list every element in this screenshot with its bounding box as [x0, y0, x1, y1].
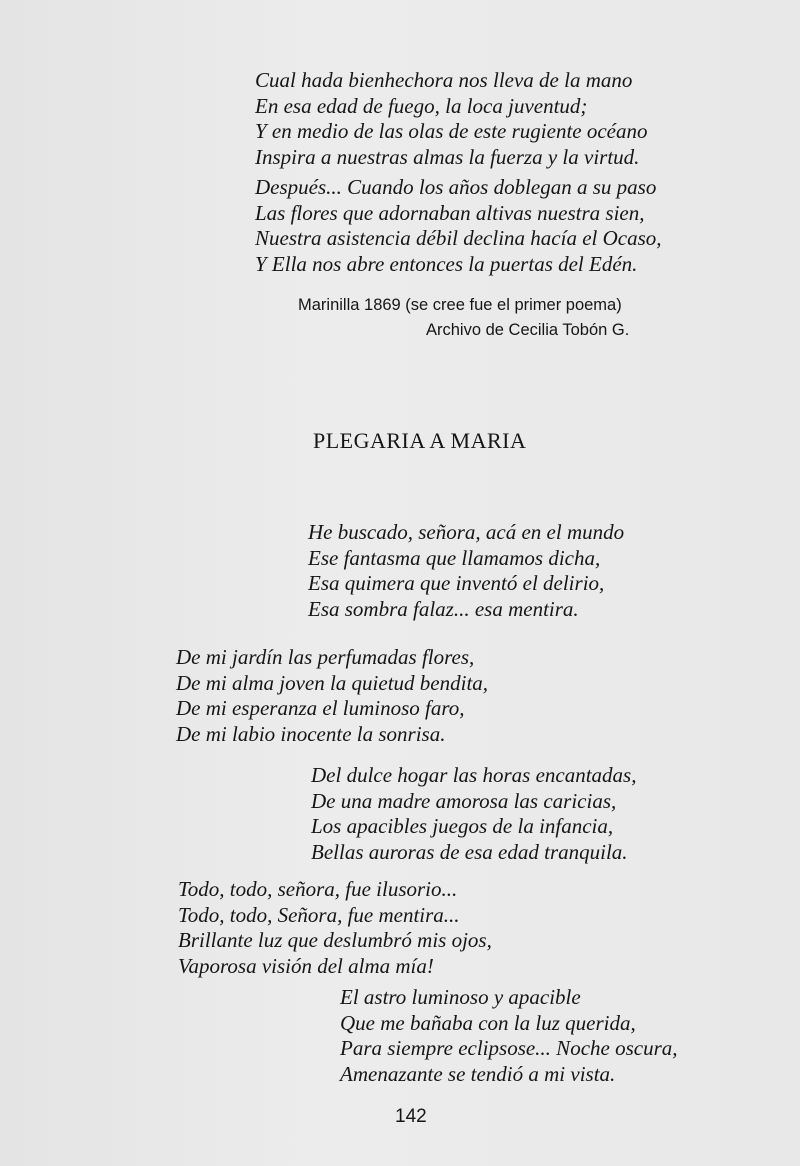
verse-line: El astro luminoso y apacible [340, 985, 581, 1009]
verse-line: Esa quimera que inventó el delirio, [308, 571, 605, 595]
verse-line: Todo, todo, Señora, fue mentira... [178, 902, 460, 927]
poem-stanza [311, 763, 636, 865]
verse-line: Que me bañaba con la luz querida, [340, 1010, 636, 1035]
poem-stanza [340, 985, 678, 1087]
verse-line: Después... Cuando los años doblegan a su paso [255, 175, 657, 199]
verse-line: De mi labio inocente la sonrisa. [176, 721, 446, 746]
previous-poem-stanza [255, 175, 662, 277]
poem-attribution [298, 293, 629, 343]
verse-line: De mi alma joven la quietud bendita, [176, 670, 489, 695]
verse-line: Inspira a nuestras almas la fuerza y la virtud. [255, 144, 640, 169]
poem-title: PLEGARIA A MARIA [313, 428, 527, 453]
verse-line: Amenazante se tendió a mi vista. [340, 1061, 616, 1086]
poem-stanza [178, 877, 492, 979]
verse-line: Nuestra asistencia débil declina hacía el Ocaso, [255, 226, 662, 250]
verse-line: Las flores que adornaban altivas nuestra sien, [255, 200, 645, 225]
previous-poem-stanza [255, 68, 648, 170]
verse-line: Los apacibles juegos de la infancia, [311, 814, 614, 838]
verse-line: Vaporosa visión del alma mía! [178, 953, 434, 978]
verse-line: Del dulce hogar las horas encantadas, [311, 763, 637, 787]
verse-line: De una madre amorosa las caricias, [311, 788, 617, 813]
verse-line: Esa sombra falaz... esa mentira. [308, 596, 579, 621]
verse-line: De mi esperanza el luminoso faro, [176, 696, 465, 720]
poem-stanza [308, 520, 624, 622]
verse-line: He buscado, señora, acá en el mundo [308, 520, 625, 544]
verse-line: Y en medio de las olas de este rugiente océano [255, 119, 648, 143]
attribution-note: Marinilla 1869 (se cree fue el primer poema) [298, 296, 622, 314]
verse-line: De mi jardín las perfumadas flores, [176, 645, 475, 669]
verse-line: Ese fantasma que llamamos dicha, [308, 545, 601, 570]
verse-line: Brillante luz que deslumbró mis ojos, [178, 928, 492, 952]
verse-line: Y Ella nos abre entonces la puertas del Edén. [255, 251, 638, 276]
verse-line: Para siempre eclipsose... Noche oscura, [340, 1036, 678, 1060]
page-number: 142 [395, 1106, 427, 1127]
poem-stanza [176, 645, 488, 747]
verse-line: En esa edad de fuego, la loca juventud; [255, 93, 588, 118]
attribution-source: Archivo de Cecilia Tobón G. [426, 321, 630, 339]
verse-line: Bellas auroras de esa edad tranquila. [311, 839, 628, 864]
verse-line: Todo, todo, señora, fue ilusorio... [178, 877, 458, 901]
verse-line: Cual hada bienhechora nos lleva de la mano [255, 68, 633, 92]
